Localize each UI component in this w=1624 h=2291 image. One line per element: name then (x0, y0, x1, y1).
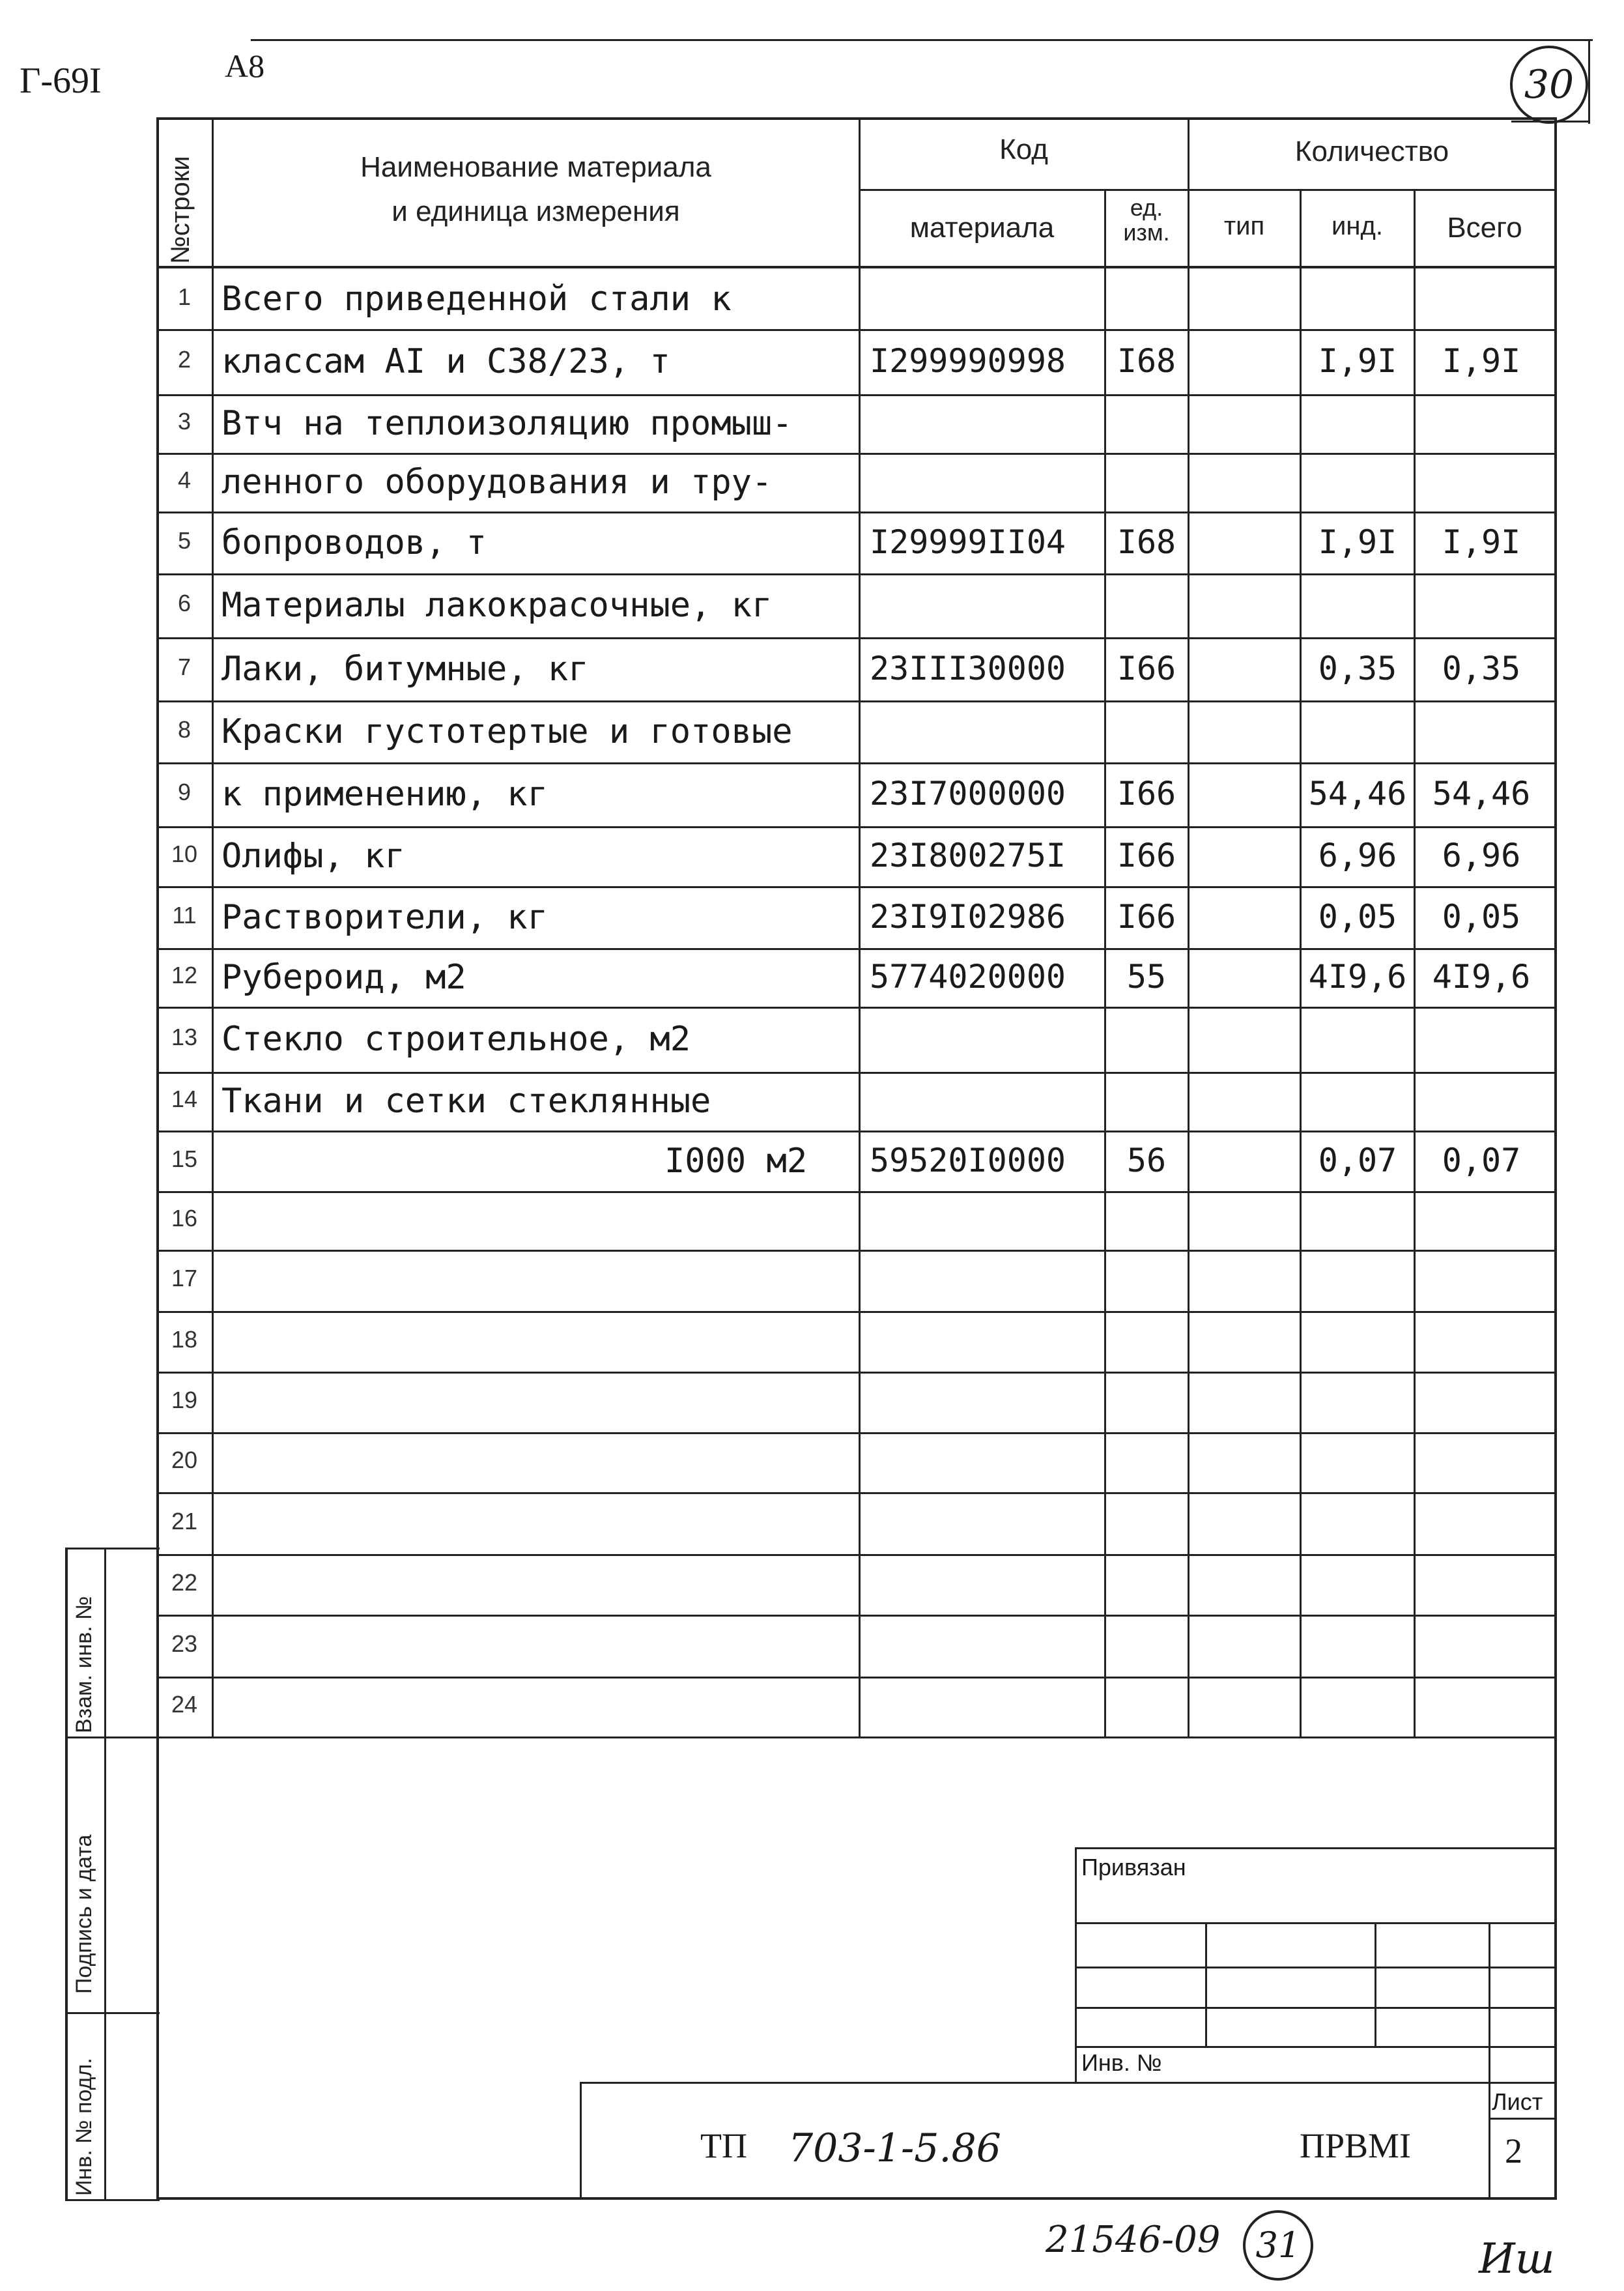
row-name: Всего приведенной стали к (221, 280, 732, 319)
row-unit: I66 (1117, 837, 1176, 874)
lower-bottom-border (156, 2197, 1557, 2200)
row-name: Растворители, кг (221, 898, 548, 937)
row-number: 7 (177, 654, 192, 680)
doc-number: 703-1-5.86 (788, 2125, 1001, 2171)
privyazan-row-4 (1075, 2046, 1557, 2048)
row-qty-ind: 4I9,6 (1308, 958, 1407, 996)
row-name: Рубероид, м2 (221, 958, 466, 997)
row-divider (156, 1072, 1557, 1074)
privyazan-col-2 (1375, 1922, 1376, 2046)
row-qty-total: 6,96 (1442, 837, 1521, 874)
top-right-border (1588, 39, 1590, 124)
row-divider (156, 762, 1557, 764)
row-divider (156, 637, 1557, 639)
header-qty-total: Всего (1447, 212, 1522, 244)
side-strip-bottom (65, 2199, 160, 2201)
row-name: Ткани и сетки стеклянные (221, 1082, 711, 1121)
row-divider (156, 394, 1557, 396)
doc-section: ПРВМI (1300, 2126, 1412, 2165)
header-quantity: Количество (1294, 136, 1449, 167)
page-number-circled (1510, 46, 1588, 124)
row-name: Стекло строительное, м2 (221, 1020, 691, 1059)
row-name: Материалы лакокрасочные, кг (221, 586, 773, 625)
row-divider (156, 1250, 1557, 1252)
row-divider (156, 948, 1557, 950)
list-cell-divider (1489, 2118, 1557, 2120)
row-qty-ind: 6,96 (1318, 837, 1397, 874)
side-podpis-data: Подпись и дата (72, 1834, 96, 1994)
row-qty-ind: 0,35 (1318, 650, 1397, 687)
header-name-line2: и единица измерения (392, 195, 680, 227)
row-qty-total: 0,07 (1442, 1142, 1521, 1179)
row-qty-total: 0,05 (1442, 898, 1521, 936)
table-top-border (156, 117, 1557, 120)
row-number: 8 (177, 716, 192, 743)
row-number: 3 (177, 408, 192, 435)
format-label: А8 (225, 48, 265, 84)
header-qty-type: тип (1223, 212, 1265, 240)
row-code: I299990998 (870, 342, 1066, 380)
row-number: 20 (171, 1447, 198, 1473)
row-divider (156, 1615, 1557, 1617)
row-number: 22 (171, 1569, 198, 1596)
row-divider (156, 1736, 1557, 1738)
row-unit: I66 (1117, 898, 1176, 936)
corner-code: Г-69I (20, 61, 102, 101)
list-value: 2 (1505, 2131, 1522, 2170)
row-unit: I66 (1117, 650, 1176, 687)
row-divider (156, 886, 1557, 888)
row-qty-ind: 0,05 (1318, 898, 1397, 936)
row-divider (156, 512, 1557, 513)
row-name: Краски густотертые и готовые (221, 712, 793, 751)
header-name-line1: Наименование материала (360, 151, 711, 183)
row-number: 4 (177, 467, 192, 493)
row-name: Олифы, кг (221, 837, 405, 876)
row-qty-total: I,9I (1442, 523, 1521, 561)
row-number: 16 (171, 1205, 198, 1232)
privyazan-label: Привязан (1081, 1854, 1186, 1880)
header-sub-divider (859, 189, 1556, 191)
row-number: 13 (171, 1024, 198, 1050)
row-code: 23I9I02986 (870, 898, 1066, 936)
row-name: ленного оборудования и тру- (221, 463, 773, 502)
list-label: Лист (1492, 2088, 1543, 2115)
privyazan-col-3 (1489, 1922, 1490, 2199)
row-name: Втч на теплоизоляцию промыш- (221, 404, 793, 443)
row-divider (156, 700, 1557, 702)
row-name: классам АI и С38/23, т (221, 342, 670, 381)
row-code: 5774020000 (870, 958, 1066, 996)
circled-number-text: 31 (1255, 2225, 1301, 2266)
side-strip-divider-2 (65, 2012, 160, 2014)
row-number: 23 (171, 1630, 198, 1657)
row-number: 10 (171, 841, 198, 867)
row-number: 9 (177, 779, 192, 805)
row-code: 23I7000000 (870, 775, 1066, 813)
side-strip-top (65, 1548, 160, 1549)
header-row-number: №строки (166, 156, 195, 264)
row-number: 14 (171, 1086, 198, 1112)
row-name: Лаки, битумные, кг (221, 650, 589, 689)
row-qty-ind: 54,46 (1308, 775, 1407, 813)
row-qty-total: I,9I (1442, 342, 1521, 380)
header-code-unit: ед. изм. (1123, 194, 1170, 246)
row-divider (156, 1372, 1557, 1374)
row-divider (156, 1554, 1557, 1556)
row-number: 18 (171, 1326, 198, 1353)
row-number: 17 (171, 1265, 198, 1291)
side-inv-podl: Инв. № подл. (72, 2058, 96, 2196)
row-divider (156, 826, 1557, 828)
header-qty-ind: инд. (1332, 212, 1383, 240)
row-divider (156, 1007, 1557, 1009)
row-divider (156, 1191, 1557, 1193)
privyazan-row-2 (1075, 1967, 1557, 1968)
row-unit: I68 (1117, 342, 1176, 380)
privyazan-row-1 (1075, 1922, 1557, 1924)
row-unit: 56 (1126, 1142, 1167, 1179)
header-bottom-border (156, 266, 1557, 268)
row-divider (156, 1677, 1557, 1679)
row-number: 11 (172, 902, 197, 929)
title-block-top (580, 2082, 1557, 2084)
row-unit: I68 (1117, 523, 1176, 561)
row-number: 12 (171, 962, 198, 988)
row-qty-total: 4I9,6 (1432, 958, 1531, 996)
row-divider (156, 453, 1557, 455)
row-qty-ind: I,9I (1318, 342, 1397, 380)
row-qty-ind: 0,07 (1318, 1142, 1397, 1179)
row-number: 5 (177, 527, 192, 554)
row-code: 23III30000 (870, 650, 1066, 687)
lower-left-border (156, 1736, 159, 2199)
row-number: 1 (177, 283, 192, 310)
row-divider (156, 329, 1557, 331)
row-divider (156, 573, 1557, 575)
privyazan-top (1075, 1847, 1557, 1849)
side-vzam-inv: Взам. инв. № (72, 1596, 96, 1733)
side-strip-inner-line (104, 1548, 106, 2199)
row-name: бопроводов, т (221, 523, 487, 562)
row-name: I000 м2 (664, 1142, 808, 1181)
row-divider (156, 1492, 1557, 1494)
circled-number (1243, 2210, 1313, 2281)
row-number: 21 (171, 1508, 198, 1535)
row-unit: I66 (1117, 775, 1176, 813)
row-code: 23I800275I (870, 837, 1066, 874)
doc-prefix: ТП (700, 2126, 747, 2165)
inv-no-label: Инв. № (1081, 2049, 1162, 2076)
row-divider (156, 1311, 1557, 1313)
privyazan-row-3 (1075, 2007, 1557, 2009)
top-border (251, 39, 1593, 41)
row-number: 2 (177, 346, 192, 373)
row-number: 24 (171, 1691, 198, 1718)
row-qty-ind: I,9I (1318, 523, 1397, 561)
row-number: 19 (171, 1387, 198, 1413)
row-code: I29999II04 (870, 523, 1066, 561)
row-qty-total: 54,46 (1432, 775, 1531, 813)
row-qty-total: 0,35 (1442, 650, 1521, 687)
header-code-material: материала (909, 212, 1055, 244)
header-code: Код (999, 134, 1048, 166)
row-divider (156, 1432, 1557, 1434)
row-divider (156, 1131, 1557, 1132)
row-number: 15 (171, 1146, 198, 1172)
side-strip-divider-1 (65, 1736, 160, 1738)
handwritten-number: 21546-09 (1046, 2219, 1221, 2261)
page-number-text: 30 (1524, 62, 1574, 108)
row-number: 6 (177, 590, 192, 616)
row-name: к применению, кг (221, 775, 548, 814)
title-block-left (580, 2082, 582, 2199)
side-strip-left-border (65, 1548, 68, 2199)
row-code: 59520I0000 (870, 1142, 1066, 1179)
signature: Иш (1479, 2235, 1555, 2283)
privyazan-col-1 (1205, 1922, 1207, 2046)
row-unit: 55 (1126, 958, 1167, 996)
